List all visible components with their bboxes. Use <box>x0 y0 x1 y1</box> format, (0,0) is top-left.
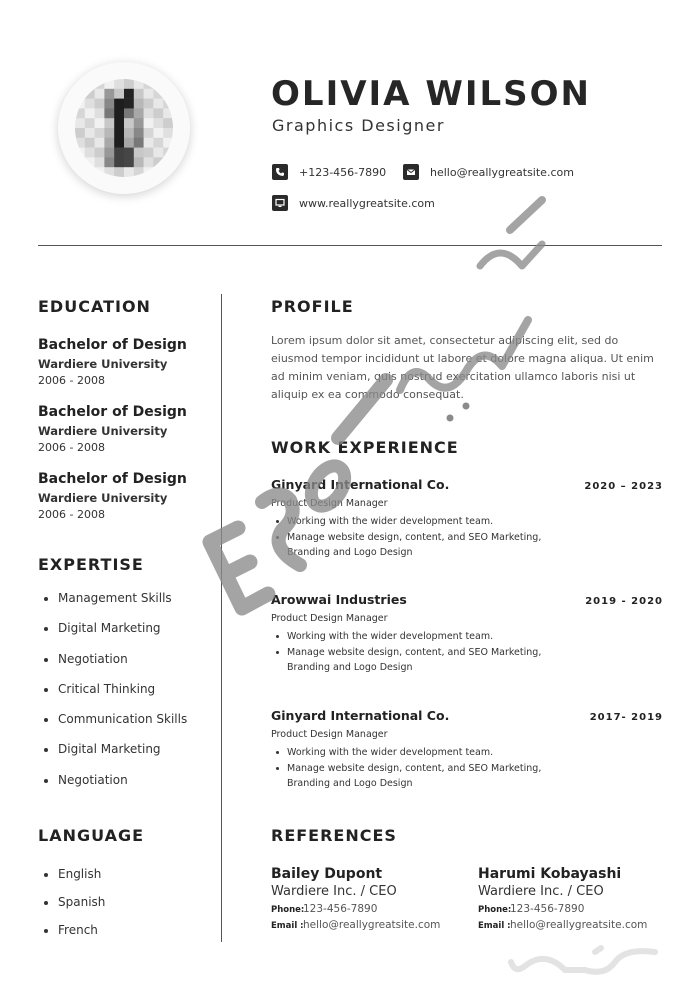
avatar-pixel <box>153 138 163 148</box>
avatar-pixel <box>163 138 173 148</box>
avatar-pixel <box>104 118 114 128</box>
avatar-pixel <box>114 108 124 118</box>
job-bullet: Working with the wider development team. <box>273 629 573 645</box>
job-bullet: Working with the wider development team. <box>273 514 573 530</box>
job-dates: 2019 - 2020 <box>585 596 663 607</box>
job-role: Product Design Manager <box>271 498 388 509</box>
avatar-pixel <box>95 148 105 158</box>
avatar-pixel <box>95 138 105 148</box>
list-item: Spanish <box>44 895 105 923</box>
profile-heading: PROFILE <box>271 297 354 316</box>
years: 2006 - 2008 <box>38 508 105 521</box>
avatar-pixel <box>144 79 154 89</box>
avatar-pixel <box>85 138 95 148</box>
avatar-pixel <box>153 118 163 128</box>
list-item: English <box>44 867 105 895</box>
degree: Bachelor of Design <box>38 404 187 420</box>
list-item: Management Skills <box>44 591 187 621</box>
education-heading: EDUCATION <box>38 297 151 316</box>
avatar-pixel <box>163 157 173 167</box>
job-company: Ginyard International Co. <box>271 477 450 492</box>
avatar-pixel <box>134 108 144 118</box>
reference-email <box>478 919 678 931</box>
avatar-pixel <box>95 128 105 138</box>
job-company: Arowwai Industries <box>271 592 407 607</box>
avatar-pixel <box>134 148 144 158</box>
language-list <box>44 867 105 951</box>
avatar-pixel <box>163 99 173 109</box>
avatar-pixel <box>95 167 105 177</box>
job-role: Product Design Manager <box>271 613 388 624</box>
avatar-pixel <box>134 157 144 167</box>
contact-email <box>403 164 574 180</box>
avatar-pixel <box>144 118 154 128</box>
avatar-pixel <box>144 138 154 148</box>
job-bullet: Manage website design, content, and SEO Marketing, Branding and Logo Design <box>273 530 573 561</box>
avatar-pixel <box>144 108 154 118</box>
reference-phone <box>271 903 471 915</box>
school: Wardiere University <box>38 491 168 505</box>
reference-card <box>478 866 678 931</box>
contact-website <box>272 195 435 211</box>
avatar-pixel <box>163 79 173 89</box>
contact-phone <box>272 164 386 180</box>
avatar-pixel <box>134 99 144 109</box>
email-link[interactable]: hello@reallygreatsite.com <box>430 165 574 179</box>
avatar-pixel <box>85 157 95 167</box>
candidate-name: OLIVIA WILSON <box>271 74 591 114</box>
avatar-pixel <box>114 128 124 138</box>
avatar-pixel <box>124 89 134 99</box>
language-heading: LANGUAGE <box>38 826 145 845</box>
avatar-pixel <box>153 99 163 109</box>
avatar-pixel <box>124 79 134 89</box>
degree: Bachelor of Design <box>38 471 187 487</box>
avatar-pixel <box>124 157 134 167</box>
pixelated-avatar <box>75 79 173 177</box>
email-value[interactable]: hello@reallygreatsite.com <box>510 919 648 931</box>
avatar-pixel <box>104 148 114 158</box>
phone-label: Phone: <box>271 905 305 915</box>
school: Wardiere University <box>38 424 168 438</box>
list-item: Digital Marketing <box>44 742 187 772</box>
avatar-pixel <box>124 167 134 177</box>
avatar-pixel <box>75 138 85 148</box>
avatar-pixel <box>134 138 144 148</box>
avatar-pixel <box>124 99 134 109</box>
avatar-pixel <box>134 79 144 89</box>
avatar-pixel <box>134 118 144 128</box>
avatar-pixel <box>153 108 163 118</box>
avatar-pixel <box>134 167 144 177</box>
avatar-pixel <box>85 89 95 99</box>
avatar-pixel <box>163 108 173 118</box>
email-label: Email : <box>478 921 511 931</box>
avatar-pixel <box>114 79 124 89</box>
avatar-pixel <box>95 99 105 109</box>
job-dates: 2017- 2019 <box>589 712 663 723</box>
list-item: Digital Marketing <box>44 621 187 651</box>
avatar-pixel <box>114 118 124 128</box>
phone-label: Phone: <box>478 905 512 915</box>
job-dates: 2020 – 2023 <box>584 481 663 492</box>
references-heading: REFERENCES <box>271 826 397 845</box>
avatar-pixel <box>153 157 163 167</box>
avatar-pixel <box>95 157 105 167</box>
avatar-pixel <box>75 148 85 158</box>
avatar-pixel <box>153 79 163 89</box>
job-entry <box>271 477 663 561</box>
avatar-pixel <box>104 157 114 167</box>
avatar-pixel <box>163 148 173 158</box>
avatar-pixel <box>75 167 85 177</box>
avatar-pixel <box>104 108 114 118</box>
avatar-pixel <box>163 167 173 177</box>
years: 2006 - 2008 <box>38 374 105 387</box>
web-icon <box>272 195 288 211</box>
avatar-pixel <box>153 167 163 177</box>
avatar-pixel <box>153 148 163 158</box>
avatar-pixel <box>124 128 134 138</box>
avatar-pixel <box>144 148 154 158</box>
avatar-pixel <box>163 128 173 138</box>
reference-phone <box>478 903 678 915</box>
avatar-pixel <box>104 79 114 89</box>
avatar-pixel <box>163 118 173 128</box>
avatar-pixel <box>104 99 114 109</box>
job-bullet: Manage website design, content, and SEO Marketing, Branding and Logo Design <box>273 761 573 792</box>
phone-icon <box>272 164 288 180</box>
avatar-pixel <box>144 128 154 138</box>
avatar-pixel <box>85 128 95 138</box>
list-item: French <box>44 923 105 951</box>
avatar-pixel <box>95 79 105 89</box>
work-heading: WORK EXPERIENCE <box>271 438 459 457</box>
reference-company: Wardiere Inc. / CEO <box>271 884 397 899</box>
job-entry <box>271 592 663 676</box>
avatar-pixel <box>95 118 105 128</box>
avatar-pixel <box>114 167 124 177</box>
avatar-pixel <box>75 128 85 138</box>
avatar-pixel <box>114 89 124 99</box>
avatar-pixel <box>144 157 154 167</box>
header-divider <box>38 245 662 246</box>
avatar-pixel <box>114 157 124 167</box>
avatar-pixel <box>75 157 85 167</box>
avatar-pixel <box>134 128 144 138</box>
avatar-pixel <box>134 89 144 99</box>
avatar-pixel <box>85 108 95 118</box>
job-entry <box>271 708 663 792</box>
avatar-pixel <box>104 89 114 99</box>
avatar-pixel <box>114 148 124 158</box>
avatar-pixel <box>75 89 85 99</box>
job-role: Product Design Manager <box>271 729 388 740</box>
phone-value: 123-456-7890 <box>510 903 585 915</box>
years: 2006 - 2008 <box>38 441 105 454</box>
job-company: Ginyard International Co. <box>271 708 450 723</box>
email-value[interactable]: hello@reallygreatsite.com <box>303 919 441 931</box>
avatar-pixel <box>153 89 163 99</box>
list-item: Communication Skills <box>44 712 187 742</box>
avatar-pixel <box>124 108 134 118</box>
profile-text: Lorem ipsum dolor sit amet, consectetur adipiscing elit, sed do eiusmod tempor incididunt ut labore et dolore magna aliqua. Ut enim ad minim veniam, quis nostrud exercitation ullamco laboris nisi ut aliquip ex ea commodo consequat. <box>271 334 654 401</box>
expertise-list <box>44 591 187 803</box>
education-item <box>38 471 218 521</box>
avatar-pixel <box>124 148 134 158</box>
avatar-pixel <box>85 79 95 89</box>
reference-name: Harumi Kobayashi <box>478 866 622 882</box>
avatar-pixel <box>75 108 85 118</box>
avatar-pixel <box>163 89 173 99</box>
avatar-pixel <box>104 128 114 138</box>
list-item: Negotiation <box>44 652 187 682</box>
list-item: Critical Thinking <box>44 682 187 712</box>
avatar-pixel <box>85 167 95 177</box>
avatar-pixel <box>153 128 163 138</box>
website-link[interactable]: www.reallygreatsite.com <box>299 196 435 210</box>
phone-value: 123-456-7890 <box>303 903 378 915</box>
avatar-pixel <box>114 99 124 109</box>
avatar-pixel <box>144 89 154 99</box>
avatar-pixel <box>75 118 85 128</box>
expertise-heading: EXPERTISE <box>38 555 144 574</box>
job-bullet: Manage website design, content, and SEO Marketing, Branding and Logo Design <box>273 645 573 676</box>
avatar-pixel <box>124 138 134 148</box>
avatar-pixel <box>85 118 95 128</box>
avatar-pixel <box>95 89 105 99</box>
list-item: Negotiation <box>44 773 187 803</box>
avatar-pixel <box>104 138 114 148</box>
degree: Bachelor of Design <box>38 337 187 353</box>
avatar-pixel <box>144 99 154 109</box>
job-bullet: Working with the wider development team. <box>273 745 573 761</box>
haraj-watermark <box>505 940 665 982</box>
school: Wardiere University <box>38 357 168 371</box>
avatar-pixel <box>144 167 154 177</box>
profile-photo <box>58 62 190 194</box>
education-item <box>38 337 218 387</box>
reference-email <box>271 919 471 931</box>
avatar-pixel <box>75 79 85 89</box>
column-divider <box>221 294 222 942</box>
reference-name: Bailey Dupont <box>271 866 383 882</box>
avatar-pixel <box>85 148 95 158</box>
education-item <box>38 404 218 454</box>
avatar-pixel <box>95 108 105 118</box>
reference-card <box>271 866 471 931</box>
reference-company: Wardiere Inc. / CEO <box>478 884 604 899</box>
candidate-title: Graphics Designer <box>272 116 445 135</box>
avatar-pixel <box>75 99 85 109</box>
email-label: Email : <box>271 921 304 931</box>
avatar-pixel <box>85 99 95 109</box>
avatar-pixel <box>114 138 124 148</box>
mail-icon <box>403 164 419 180</box>
avatar-pixel <box>104 167 114 177</box>
avatar-pixel <box>124 118 134 128</box>
phone-text: +123-456-7890 <box>299 165 387 179</box>
